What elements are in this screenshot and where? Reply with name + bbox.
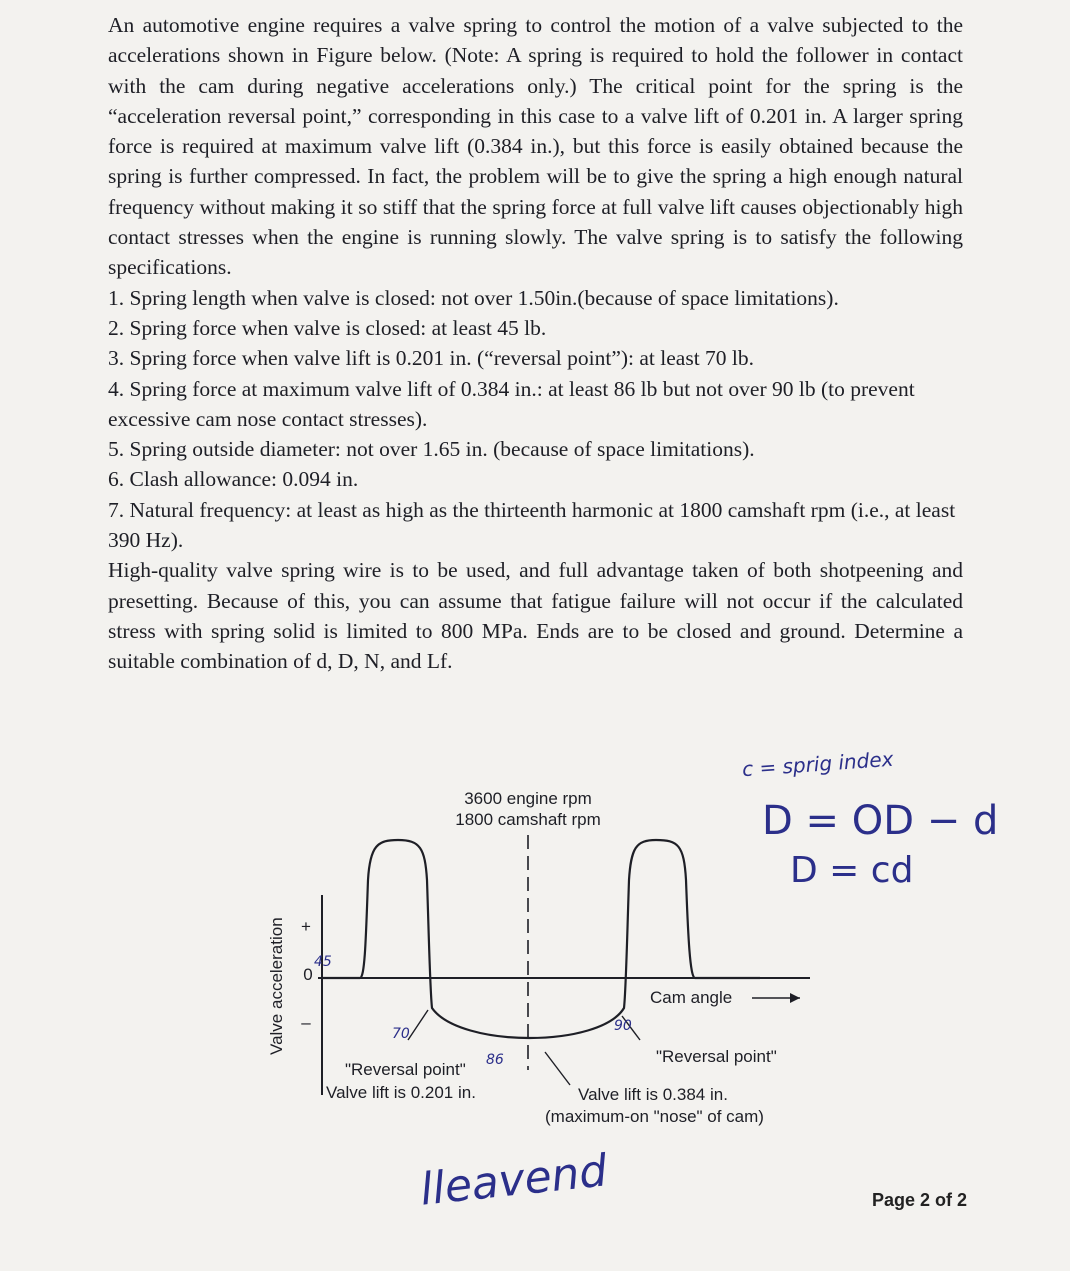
- max-lift-pointer: [545, 1052, 570, 1085]
- figure-title-line1: 3600 engine rpm: [464, 789, 592, 808]
- y-plus-tick: +: [301, 917, 311, 936]
- hw-mark-90: 90: [614, 1018, 632, 1034]
- right-reversal-label: "Reversal point": [656, 1047, 777, 1066]
- spec-item-5: 5. Spring outside diameter: not over 1.65 in. (because of space limitations).: [108, 437, 755, 462]
- x-axis-arrowhead: [790, 993, 800, 1003]
- problem-intro: An automotive engine requires a valve spring to control the motion of a valve subjected to the accelerations shown in Figure below. (Note: A spring is required to hold the follower in contact with the cam during negative accelerations only.) The critical point for the spring is the “acceleration reversal point,” corresponding in this case to a valve lift of 0.201 in. A larger spring force is required at maximum valve lift (0.384 in.), but this force is easily obtained because the spring is further compressed. In fact, the problem will be to give the spring a high enough natural frequency without making it so stiff that the spring force at full valve lift causes objectionably high contact stresses when the engine is running slowly. The valve spring is to satisfy the following specifications.: [108, 13, 963, 280]
- page-number: Page 2 of 2: [872, 1190, 968, 1210]
- left-reversal-pointer: [408, 1010, 428, 1040]
- spec-item-1: 1. Spring length when valve is closed: not over 1.50in.(because of space limitations).: [108, 285, 839, 310]
- y-axis-label: Valve acceleration: [267, 917, 286, 1055]
- hw-signature: lleavend: [417, 1145, 610, 1216]
- left-reversal-label: "Reversal point": [345, 1060, 466, 1079]
- y-zero-tick: 0: [303, 965, 313, 984]
- problem-closing: High-quality valve spring wire is to be used, and full advantage taken of both shotpeening and presetting. Because of this, you can assume that fatigue failure will not occur if the calculated stress with spring solid is limited to 800 MPa. Ends are to be closed and ground. Determine a suitable combination of d, D, N, and Lf.: [108, 558, 963, 674]
- acceleration-curve: [322, 840, 760, 1038]
- hw-note-cd: D = cd: [790, 850, 914, 891]
- figure-title-line2: 1800 camshaft rpm: [455, 810, 601, 829]
- y-minus-tick: –: [301, 1013, 311, 1032]
- spec-item-2: 2. Spring force when valve is closed: at least 45 lb.: [108, 315, 547, 340]
- hw-mark-70: 70: [392, 1026, 410, 1042]
- left-valve-lift-label: Valve lift is 0.201 in.: [326, 1083, 476, 1102]
- hw-note-spring-index: c = sprig index: [741, 746, 895, 782]
- hw-note-od: D = OD − d: [762, 798, 999, 844]
- spec-item-4: 4. Spring force at maximum valve lift of 0.384 in.: at least 86 lb but not over 90 lb (to prevent excessive cam nose contact stresses).: [108, 376, 915, 431]
- spec-item-7: 7. Natural frequency: at least as high as the thirteenth harmonic at 1800 camshaft rpm (i.e., at least 390 Hz).: [108, 497, 956, 553]
- x-axis-label: Cam angle: [650, 988, 733, 1007]
- spec-item-3: 3. Spring force when valve lift is 0.201 in. (“reversal point”): at least 70 lb.: [108, 346, 755, 371]
- max-lift-label: Valve lift is 0.384 in.: [578, 1085, 728, 1104]
- hw-mark-86: 86: [486, 1052, 504, 1068]
- spec-item-6: 6. Clash allowance: 0.094 in.: [108, 467, 359, 492]
- hw-mark-45: 45: [314, 954, 332, 970]
- max-lift-note: (maximum-on "nose" of cam): [545, 1107, 764, 1126]
